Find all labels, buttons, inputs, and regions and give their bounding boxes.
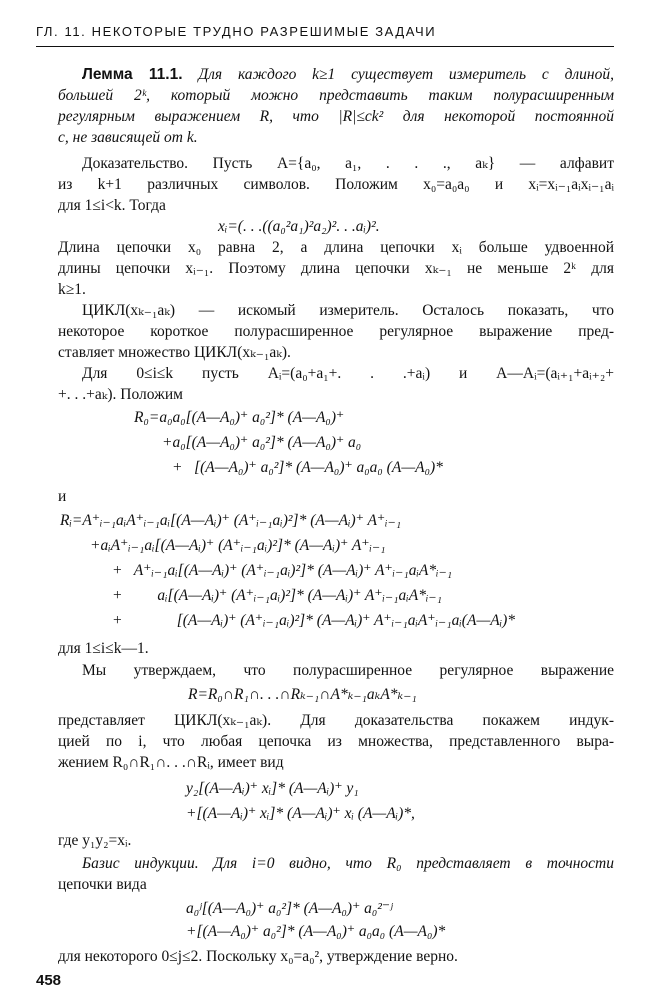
lemma-line-3: регулярным выражением R, что |R|≤ck² для некоторой постоянной — [58, 108, 614, 125]
formula-ri-line-4: + aᵢ[(A—Aᵢ)⁺ (A⁺ᵢ₋₁aᵢ)²]* (A—Aᵢ)⁺ A⁺ᵢ₋₁aᵢA*ᵢ₋₁ — [112, 587, 443, 604]
formula-base-line-2: +[(A—A₀)⁺ a₀²]* (A—A₀)⁺ a₀a₀ (A—A₀)* — [186, 923, 446, 940]
text-line: k≥1. — [58, 281, 86, 298]
text-line: Базис индукции. Для i=0 видно, что R₀ представляет в точности — [82, 855, 614, 872]
formula-r0-line-3: + [(A—A₀)⁺ a₀²]* (A—A₀)⁺ a₀a₀ (A—A₀)* — [172, 459, 443, 476]
lemma-line-4: c, не зависящей от k. — [58, 129, 198, 146]
text-line: цепочки вида — [58, 876, 147, 893]
formula-form-line-1: y₂[(A—Aᵢ)⁺ xᵢ]* (A—Aᵢ)⁺ y₁ — [186, 780, 359, 797]
text-line: для некоторого 0≤j≤2. Поскольку x₀=a₀², утверждение верно. — [58, 948, 458, 965]
lemma-line-1 — [82, 64, 614, 85]
text-line: Длина цепочки x₀ равна 2, а длина цепочки xᵢ больше удвоенной — [58, 239, 614, 256]
page-number: 458 — [36, 972, 62, 989]
text-line: для 1≤i≤k—1. — [58, 640, 149, 657]
formula-ri-line-2: +aᵢA⁺ᵢ₋₁aᵢ[(A—Aᵢ)⁺ (A⁺ᵢ₋₁aᵢ)²]* (A—Aᵢ)⁺ A⁺ᵢ₋₁ — [90, 537, 386, 554]
running-header: ГЛ. 11. НЕКОТОРЫЕ ТРУДНО РАЗРЕШИМЫЕ ЗАДАЧИ — [36, 24, 437, 39]
formula-xi: xᵢ=(. . .((a₀²a₁)²a₂)². . .aᵢ)². — [218, 218, 380, 235]
text-line: жением R₀∩R₁∩. . .∩Rᵢ, имеет вид — [58, 754, 284, 771]
text-line: представляет ЦИКЛ(xₖ₋₁aₖ). Для доказательства покажем индук- — [58, 712, 614, 729]
formula-r: R=R₀∩R₁∩. . .∩Rₖ₋₁∩A*ₖ₋₁aₖA*ₖ₋₁ — [188, 686, 417, 703]
formula-ri-line-3: + A⁺ᵢ₋₁aᵢ[(A—Aᵢ)⁺ (A⁺ᵢ₋₁aᵢ)²]* (A—Aᵢ)⁺ A⁺ᵢ₋₁aᵢA*ᵢ₋₁ — [112, 562, 453, 579]
formula-ri-line-5: + [(A—Aᵢ)⁺ (A⁺ᵢ₋₁aᵢ)²]* (A—Aᵢ)⁺ A⁺ᵢ₋₁aᵢA⁺ᵢ₋₁aᵢ(A—Aᵢ)* — [112, 612, 516, 629]
text-line: Мы утверждаем, что полурасширенное регулярное выражение — [82, 662, 614, 679]
text-line: длины цепочки xᵢ₋₁. Поэтому длина цепочки xₖ₋₁ не меньше 2ᵏ для — [58, 260, 614, 277]
text-line: цией по i, что любая цепочка из множества, представленного выра- — [58, 733, 614, 750]
lemma-line-2: большей 2ᵏ, который можно представить таким полурасширенным — [58, 87, 614, 104]
lemma-text-1: Для каждого k≥1 существует измеритель с длиной, — [198, 66, 614, 83]
text-line: ЦИКЛ(xₖ₋₁aₖ) — искомый измеритель. Осталось показать, что — [82, 302, 614, 319]
text-line: и — [58, 488, 67, 505]
text-line: Для 0≤i≤k пусть Aᵢ=(a₀+a₁+. . .+aᵢ) и A—Aᵢ=(aᵢ₊₁+aᵢ₊₂+ — [82, 365, 614, 382]
formula-r0-line-1: R₀=a₀a₀[(A—A₀)⁺ a₀²]* (A—A₀)⁺ — [134, 409, 345, 426]
text-line: некоторое короткое полурасширенное регулярное выражение пред- — [58, 323, 614, 340]
text-line: ставляет множество ЦИКЛ(xₖ₋₁aₖ). — [58, 344, 291, 361]
text-line: +. . .+aₖ). Положим — [58, 386, 183, 403]
text-line: для 1≤i<k. Тогда — [58, 197, 166, 214]
text-line: где y₁y₂=xᵢ. — [58, 832, 132, 849]
proof-line: Доказательство. Пусть A={a₀, a₁, . . ., aₖ} — алфавит — [82, 155, 614, 172]
formula-ri-line-1: Rᵢ=A⁺ᵢ₋₁aᵢA⁺ᵢ₋₁aᵢ[(A—Aᵢ)⁺ (A⁺ᵢ₋₁aᵢ)²]* (A—Aᵢ)⁺ A⁺ᵢ₋₁ — [60, 512, 402, 529]
text-line: из k+1 различных символов. Положим x₀=a₀a₀ и xᵢ=xᵢ₋₁aᵢxᵢ₋₁aᵢ — [58, 176, 614, 193]
header-rule — [36, 46, 614, 47]
lemma-label: Лемма 11.1. — [82, 66, 183, 83]
formula-r0-line-2: +a₀[(A—A₀)⁺ a₀²]* (A—A₀)⁺ a₀ — [162, 434, 362, 451]
formula-form-line-2: +[(A—Aᵢ)⁺ xᵢ]* (A—Aᵢ)⁺ xᵢ (A—Aᵢ)*, — [186, 805, 415, 822]
formula-base-line-1: a₀ʲ[(A—A₀)⁺ a₀²]* (A—A₀)⁺ a₀²⁻ʲ — [186, 900, 393, 917]
